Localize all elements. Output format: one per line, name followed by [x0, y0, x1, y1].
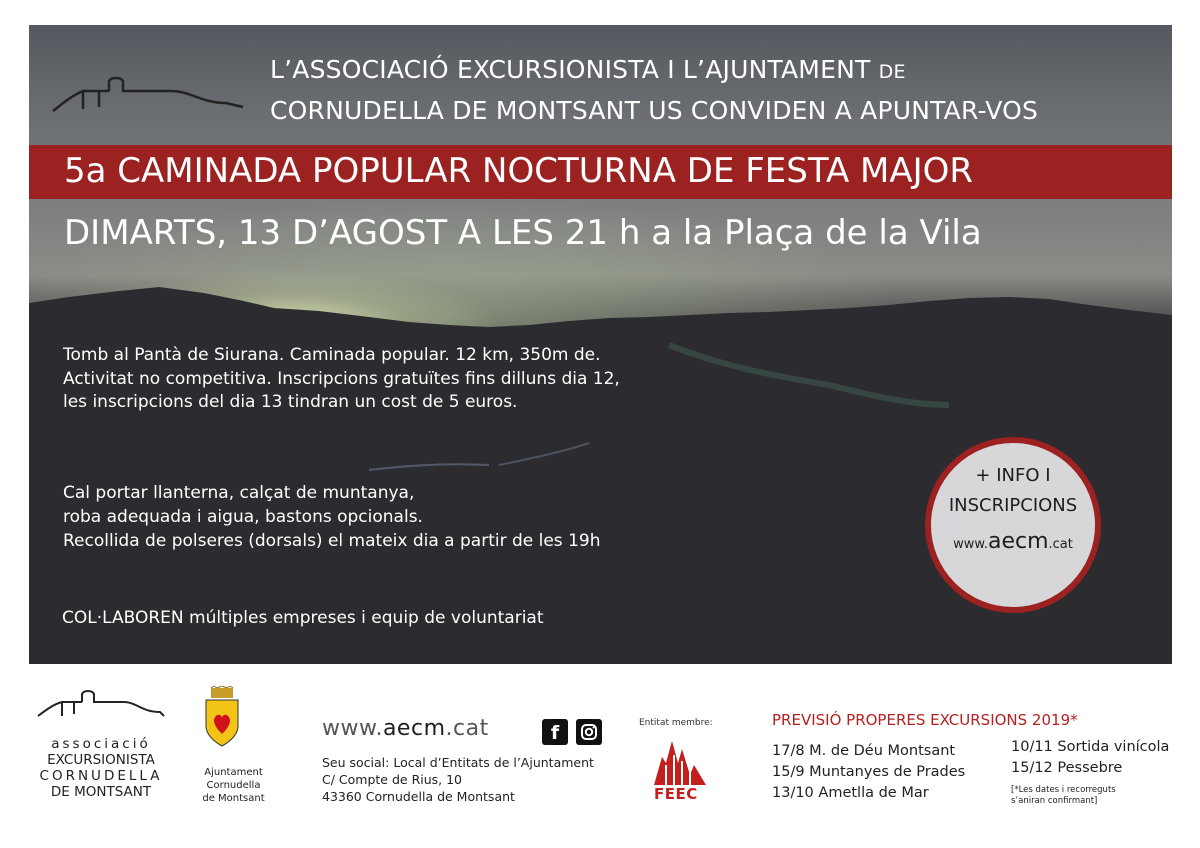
- event-date: DIMARTS, 13 D’AGOST A LES 21 h a la Plaça de la Vila: [64, 213, 982, 253]
- list-item: 13/10 Ametlla de Mar: [772, 785, 929, 801]
- description-line: les inscripcions del dia 13 tindran un cost de 5 euros.: [63, 392, 518, 412]
- address: Seu social: Local d’Entitats de l’Ajuntament C/ Compte de Rius, 10 43360 Cornudella de Montsant: [322, 755, 594, 804]
- excursion-list: [772, 741, 965, 804]
- excursion-list: [1011, 737, 1169, 779]
- excursions-note: [*Les dates i recorreguts s’aniran confirmant]: [1011, 785, 1116, 806]
- info-line-1: + INFO I: [975, 465, 1051, 486]
- list-item: 15/12 Pessebre: [1011, 760, 1123, 776]
- list-item: 17/8 M. de Déu Montsant: [772, 743, 956, 759]
- requirements-line: roba adequada i aigua, bastons opcionals.: [63, 507, 423, 527]
- requirements-line: Recollida de polseres (dorsals) el mateix dia a partir de les 19h: [63, 531, 601, 551]
- ajuntament-label: Ajuntament Cornudella de Montsant: [202, 767, 265, 804]
- association-name: associació EXCURSIONISTA CORNUDELLA DE MONTSANT: [39, 736, 163, 800]
- requirements-line: Cal portar llanterna, calçat de muntanya,: [63, 483, 415, 503]
- info-line-2: INSCRIPCIONS: [948, 495, 1078, 516]
- description-line: Tomb al Pantà de Siurana. Caminada popular. 12 km, 350m de.: [63, 345, 601, 365]
- instagram-glyph-icon: [576, 719, 602, 745]
- info-badge-link[interactable]: [925, 437, 1101, 613]
- association-logo-icon: [51, 73, 246, 118]
- instagram-icon[interactable]: [576, 719, 602, 745]
- list-item: 15/9 Muntanyes de Prades: [772, 764, 966, 780]
- event-title: 5a CAMINADA POPULAR NOCTURNA DE FESTA MAJOR: [64, 151, 974, 191]
- list-item: 10/11 Sortida vinícola: [1011, 739, 1170, 755]
- info-website: www.aecm.cat: [953, 529, 1073, 554]
- member-label: Entitat membre:: [639, 718, 713, 728]
- collaborators-text: COL·LABOREN múltiples empreses i equip de voluntariat: [62, 608, 544, 628]
- footer-website-link[interactable]: www.aecm.cat: [322, 716, 489, 741]
- header-line-2: CORNUDELLA DE MONTSANT US CONVIDEN A APUNTAR-VOS: [270, 96, 1039, 125]
- description-line: Activitat no competitiva. Inscripcions gratuïtes fins dilluns dia 12,: [63, 369, 620, 389]
- association-footer-logo-icon: [36, 686, 166, 726]
- feec-label: FEEC: [654, 785, 698, 803]
- header-line-1: L’ASSOCIACIÓ EXCURSIONISTA I L’AJUNTAMENT DE: [270, 55, 906, 84]
- hero-poster: [29, 25, 1172, 664]
- facebook-icon[interactable]: f: [542, 719, 568, 745]
- feec-logo-icon: [652, 735, 708, 785]
- upcoming-title: PREVISIÓ PROPERES EXCURSIONS 2019*: [772, 711, 1078, 729]
- ajuntament-shield-icon: [202, 686, 242, 750]
